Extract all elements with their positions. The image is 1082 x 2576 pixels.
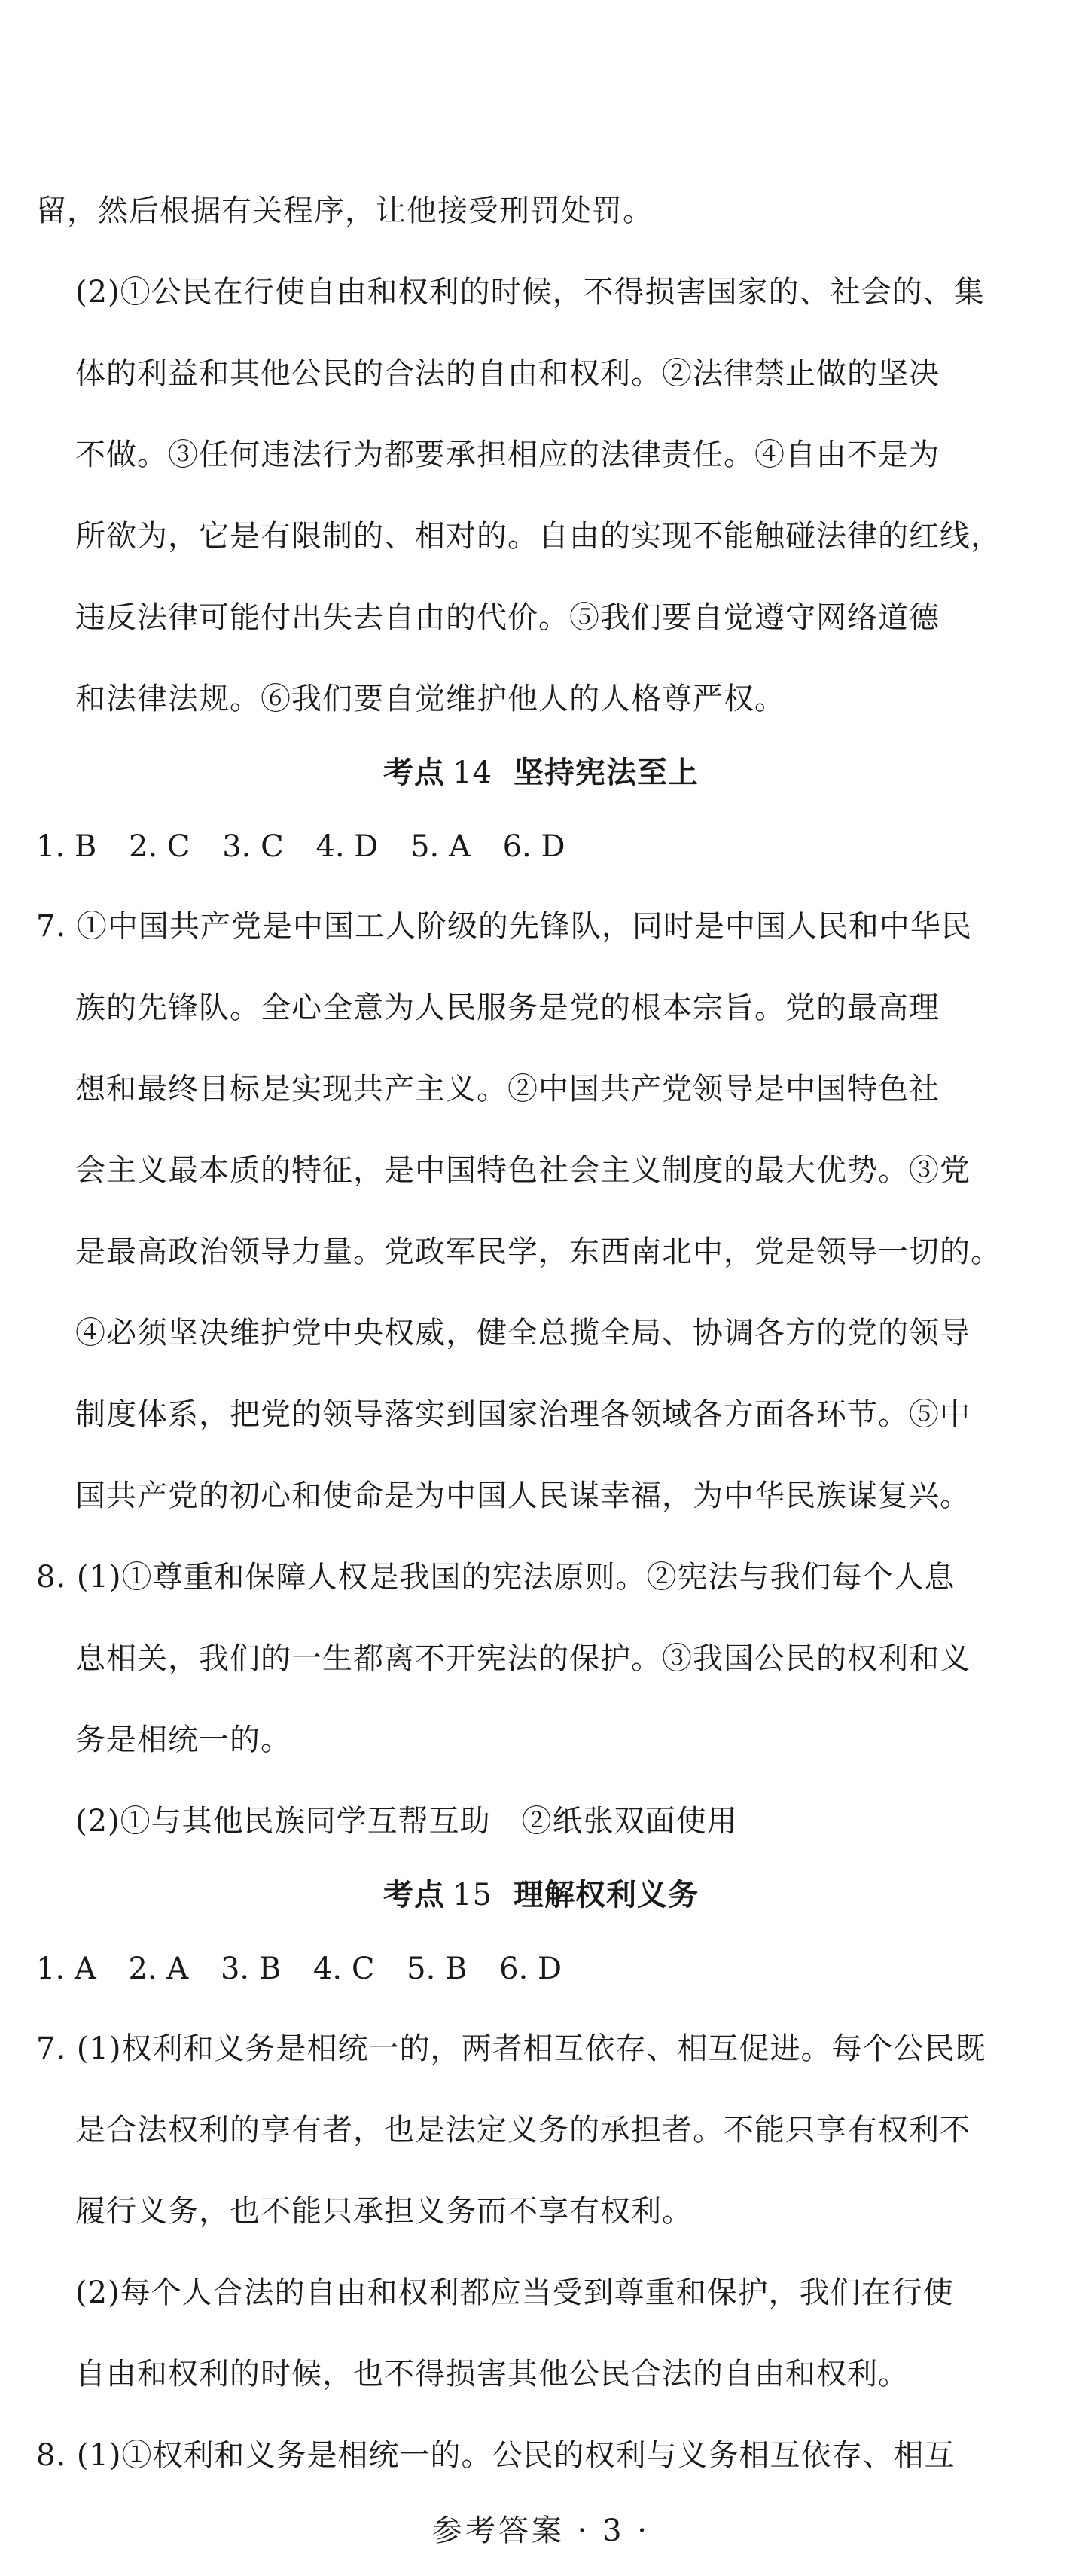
text-line: (2)①公民在行使自由和权利的时候，不得损害国家的、社会的、集 [75,275,985,310]
text-line: 8. (1)①尊重和保障人权是我国的宪法原则。②宪法与我们每个人息 [36,1560,956,1595]
answer-item: 4. C [312,1952,375,1986]
section-title: 理解权利义务 [513,1877,699,1912]
answer-item: 3. C [222,829,284,864]
section-label: 考点 [383,1877,446,1912]
section-heading [0,1872,1082,1918]
answer-item: 5. B [407,1952,468,1986]
text-line: 和法律法规。⑥我们要自觉维护他人的人格尊严权。 [75,682,785,716]
text-line: 8. (1)①权利和义务是相统一的。公民的权利与义务相互依存、相互 [36,2438,956,2473]
section-title: 坚持宪法至上 [513,755,699,790]
text-line: 族的先锋队。全心全意为人民服务是党的根本宗旨。党的最高理 [75,990,940,1025]
text-line: (2)每个人合法的自由和权利都应当受到尊重和保护，我们在行使 [75,2275,954,2310]
section-number: 14 [453,755,492,790]
answer-item: 2. C [129,829,190,864]
text-line: 7. (1)权利和义务是相统一的，两者相互依存、相互促进。每个公民既 [36,2031,986,2066]
text-line: 所欲为，它是有限制的、相对的。自由的实现不能触碰法律的红线， [75,519,1001,554]
text-line: (2)①与其他民族同学互帮互助 ②纸张双面使用 [75,1804,738,1839]
text-line: 留，然后根据有关程序，让他接受刑罚处罚。 [36,194,654,228]
section-number: 15 [453,1878,492,1912]
section-heading [0,750,1082,795]
section-label: 考点 [383,755,446,790]
answer-item: 3. B [220,1952,282,1986]
text-line: 国共产党的初心和使命是为中国人民谋幸福，为中华民族谋复兴。 [75,1479,971,1513]
choice-answers [36,824,588,869]
text-line: 息相关，我们的一生都离不开宪法的保护。③我国公民的权利和义 [75,1641,971,1676]
text-line: 是合法权利的享有者，也是法定义务的承担者。不能只享有权利不 [75,2113,971,2147]
answer-item: 6. D [502,829,565,864]
text-line: 履行义务，也不能只承担义务而不享有权利。 [75,2194,693,2229]
answer-item: 5. A [410,829,471,864]
text-line: 体的利益和其他公民的合法的自由和权利。②法律禁止做的坚决 [75,356,940,391]
answer-item: 1. A [36,1952,96,1986]
answer-item: 6. D [499,1952,562,1986]
choice-answers [36,1946,584,1992]
text-line: ④必须坚决维护党中央权威，健全总揽全局、协调各方的党的领导 [75,1316,971,1351]
answer-item: 2. A [128,1952,189,1986]
text-line: 违反法律可能付出失去自由的代价。⑤我们要自觉遵守网络道德 [75,600,940,635]
text-line: 7. ①中国共产党是中国工人阶级的先锋队，同时是中国人民和中华民 [36,909,972,944]
page-footer: 参考答案 · 3 · [431,2513,651,2548]
answer-item: 1. B [36,829,97,864]
text-line: 想和最终目标是实现共产主义。②中国共产党领导是中国特色社 [75,1072,940,1106]
text-line: 制度体系，把党的领导落实到国家治理各领域各方面各环节。⑤中 [75,1397,971,1432]
text-line: 自由和权利的时候，也不得损害其他公民合法的自由和权利。 [75,2357,909,2391]
text-line: 务是相统一的。 [75,1723,291,1757]
text-line: 会主义最本质的特征，是中国特色社会主义制度的最大优势。③党 [75,1153,971,1188]
text-line: 不做。③任何违法行为都要承担相应的法律责任。④自由不是为 [75,438,940,472]
answer-item: 4. D [315,829,379,864]
text-line: 是最高政治领导力量。党政军民学，东西南北中，党是领导一切的。 [75,1235,1001,1269]
